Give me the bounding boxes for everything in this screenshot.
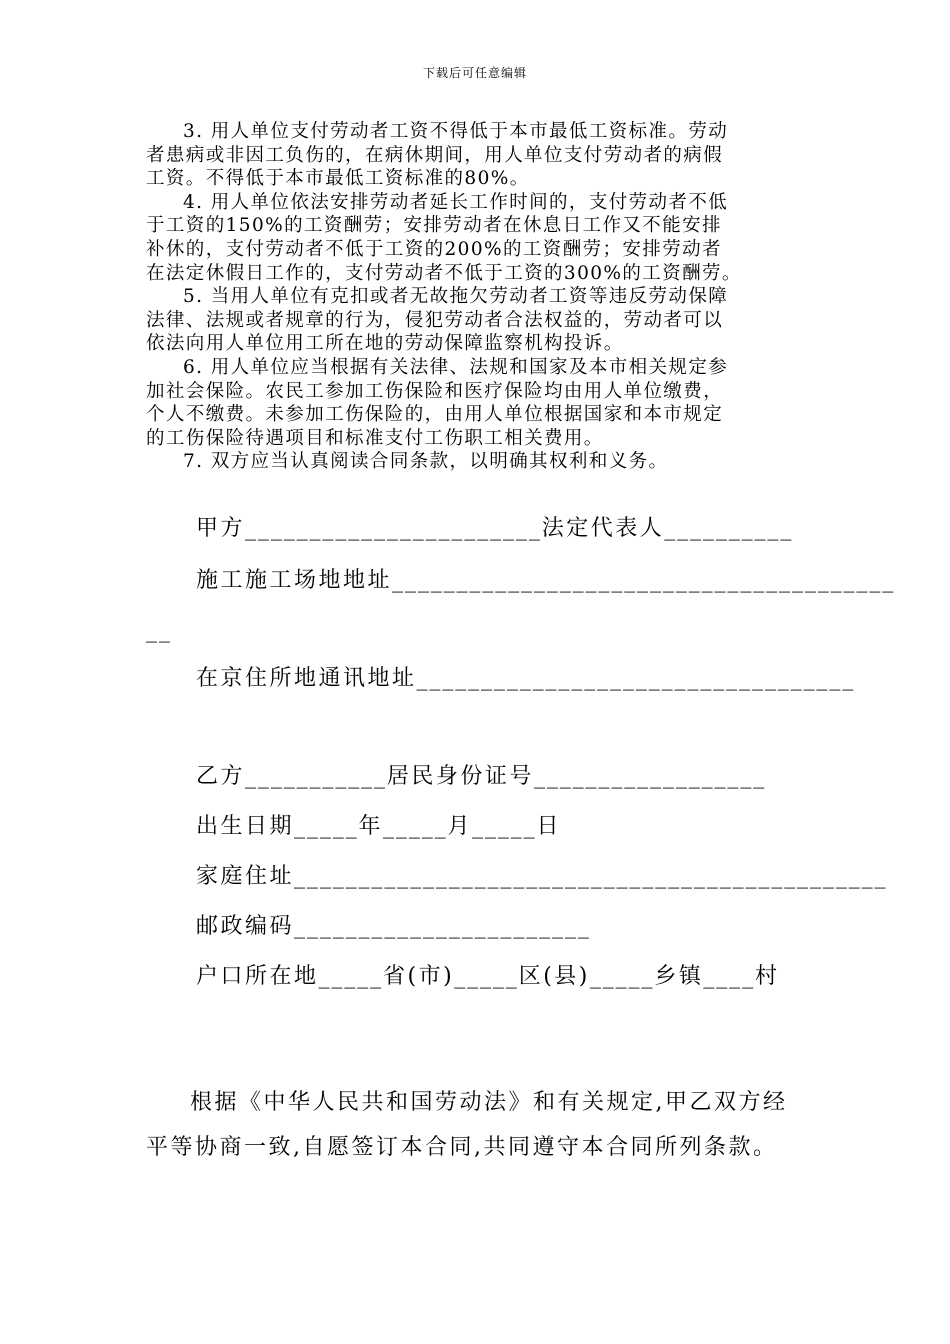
party-b-name-blank[interactable]: ___________: [245, 764, 387, 789]
term-3-line-2: 者患病或非因工负伤的，在病休期间，用人单位支付劳动者的病假: [146, 144, 724, 166]
term-3-line-3: 工资。不得低于本市最低工资标准的80%。: [146, 168, 530, 190]
id-number-label: 居民身份证号: [386, 764, 534, 789]
term-5-line-3: 依法向用人单位用工所在地的劳动保障监察机构投诉。: [146, 333, 624, 355]
party-a-name-blank[interactable]: _______________________: [245, 516, 542, 541]
term-5-line-2: 法律、法规或者规章的行为，侵犯劳动者合法权益的，劳动者可以: [146, 309, 724, 331]
home-address-blank[interactable]: ______________________________________________: [294, 864, 888, 889]
term-6-line-1: 6. 用人单位应当根据有关法律、法规和国家及本市相关规定参: [183, 356, 729, 378]
legal-rep-label: 法定代表人: [541, 516, 665, 541]
month-label: 月: [447, 814, 473, 839]
home-address-row: [196, 862, 887, 892]
day-label: 日: [536, 814, 562, 839]
term-6-line-2: 加社会保险。农民工参加工伤保险和医疗保险均由用人单位缴费，: [146, 380, 724, 402]
district-blank[interactable]: _____: [454, 964, 519, 989]
birth-month-blank[interactable]: _____: [383, 814, 448, 839]
party-a-row: [196, 514, 793, 544]
term-6-line-3: 个人不缴费。未参加工伤保险的，由用人单位根据国家和本市规定: [146, 404, 724, 426]
birth-day-blank[interactable]: _____: [472, 814, 537, 839]
birth-date-row: [196, 812, 561, 842]
district-label: 区(县): [518, 964, 590, 989]
postcode-blank[interactable]: _______________________: [294, 914, 591, 939]
province-label: 省(市): [383, 964, 455, 989]
village-label: 村: [754, 964, 780, 989]
intro-paragraph: 根据《中华人民共和国劳动法》和有关规定,甲乙双方经平等协商一致,自愿签订本合同,共同遵守本合同所列条款。: [146, 1090, 788, 1160]
village-blank[interactable]: ____: [703, 964, 755, 989]
page-header: 下载后可任意编辑: [422, 66, 527, 80]
province-blank[interactable]: _____: [318, 964, 384, 989]
site-address-row: [196, 566, 895, 596]
term-4-line-1: 4. 用人单位依法安排劳动者延长工作时间的，支付劳动者不低: [183, 191, 729, 213]
term-7-line-1: 7. 双方应当认真阅读合同条款，以明确其权利和义务。: [183, 451, 669, 473]
beijing-address-label: 在京住所地通讯地址: [196, 666, 417, 691]
home-address-label: 家庭住址: [196, 864, 295, 889]
party-b-row: [196, 762, 766, 792]
site-address-cont-row: [146, 616, 172, 646]
town-label: 乡镇: [654, 964, 704, 989]
contract-terms: [146, 120, 806, 474]
postcode-label: 邮政编码: [196, 914, 295, 939]
town-blank[interactable]: _____: [589, 964, 655, 989]
postcode-row: [196, 912, 591, 942]
birth-year-blank[interactable]: _____: [294, 814, 359, 839]
site-address-label: 施工施工场地地址: [196, 568, 393, 593]
site-address-blank-cont[interactable]: __: [146, 618, 172, 643]
party-a-label: 甲方: [196, 516, 246, 541]
term-4-line-2: 于工资的150%的工资酬劳；安排劳动者在休息日工作又不能安排: [146, 215, 722, 237]
party-b-label: 乙方: [196, 764, 246, 789]
birth-date-label: 出生日期: [196, 814, 295, 839]
term-5-line-1: 5. 当用人单位有克扣或者无故拖欠劳动者工资等违反劳动保障: [183, 286, 729, 308]
hukou-row: [196, 962, 780, 992]
site-address-blank[interactable]: _______________________________________: [392, 568, 896, 593]
term-4-line-3: 补休的，支付劳动者不低于工资的200%的工资酬劳；安排劳动者: [146, 238, 722, 260]
beijing-address-row: [196, 664, 855, 694]
term-6-line-4: 的工伤保险待遇项目和标准支付工伤职工相关费用。: [146, 427, 604, 449]
beijing-address-blank[interactable]: __________________________________: [416, 666, 856, 691]
contract-intro: [146, 1080, 806, 1170]
term-4-line-4: 在法定休假日工作的，支付劳动者不低于工资的300%的工资酬劳。: [146, 262, 742, 284]
term-3-line-1: 3. 用人单位支付劳动者工资不得低于本市最低工资标准。劳动: [183, 121, 729, 142]
legal-rep-blank[interactable]: __________: [664, 516, 794, 541]
hukou-label: 户口所在地: [196, 964, 319, 989]
year-label: 年: [358, 814, 384, 839]
id-number-blank[interactable]: __________________: [533, 764, 767, 789]
